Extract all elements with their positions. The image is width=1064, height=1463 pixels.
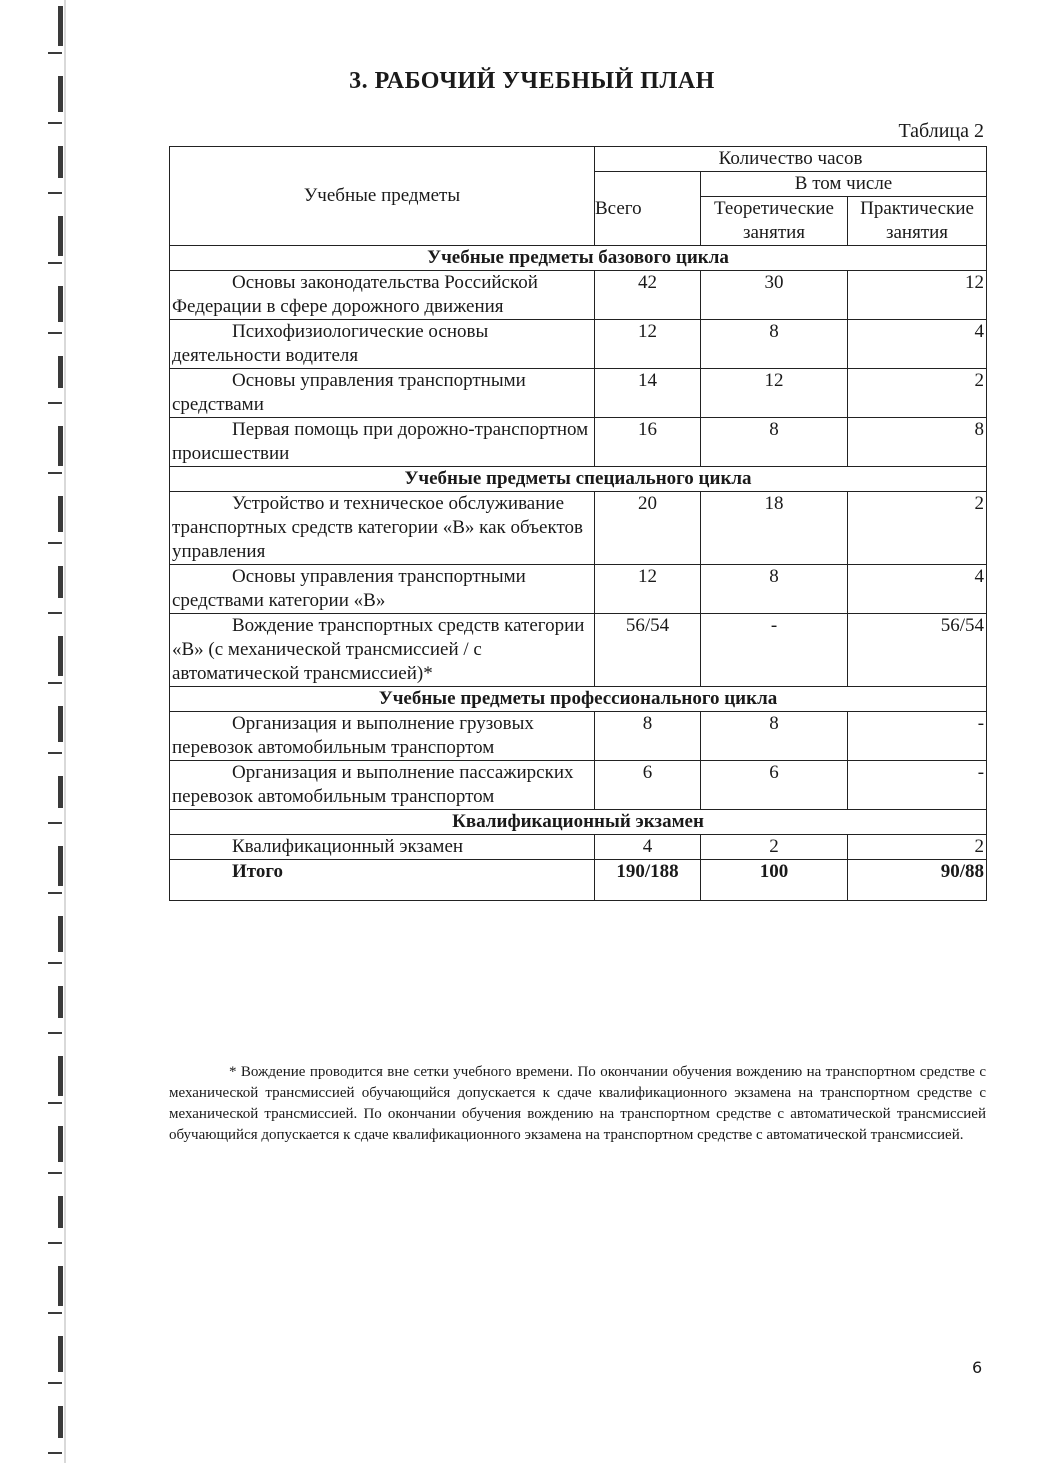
binding-hole-mark bbox=[58, 356, 63, 388]
binding-tick-mark bbox=[48, 192, 62, 194]
section-header-row bbox=[170, 810, 987, 835]
binding-tick-mark bbox=[48, 682, 62, 684]
binding-holes bbox=[0, 0, 75, 1463]
practice-hours-cell: 2 bbox=[848, 835, 987, 860]
binding-hole-mark bbox=[58, 1406, 63, 1438]
table-row bbox=[170, 565, 987, 614]
curriculum-table bbox=[169, 146, 987, 901]
table-row bbox=[170, 369, 987, 418]
table-row bbox=[170, 614, 987, 687]
binding-tick-mark bbox=[48, 1382, 62, 1384]
section-header-row bbox=[170, 246, 987, 271]
subject-cell: Психофизиологические основы деятельности водителя bbox=[170, 320, 595, 369]
binding-hole-mark bbox=[58, 916, 63, 952]
theory-hours-cell: 8 bbox=[701, 320, 848, 369]
binding-tick-mark bbox=[48, 1452, 62, 1454]
theory-hours-cell: 12 bbox=[701, 369, 848, 418]
practice-hours-cell: 4 bbox=[848, 320, 987, 369]
total-hours-cell: 56/54 bbox=[595, 614, 701, 687]
header-including: В том числе bbox=[701, 172, 987, 197]
subject-cell: Первая помощь при дорожно-транспортном происшествии bbox=[170, 418, 595, 467]
table-row bbox=[170, 271, 987, 320]
header-theory: Теоретические занятия bbox=[701, 197, 848, 246]
table-row bbox=[170, 835, 987, 860]
table-body bbox=[170, 246, 987, 860]
binding-tick-mark bbox=[48, 1312, 62, 1314]
page-title: 3. РАБОЧИЙ УЧЕБНЫЙ ПЛАН bbox=[349, 68, 715, 94]
theory-hours-cell: 30 bbox=[701, 271, 848, 320]
practice-hours-cell: - bbox=[848, 761, 987, 810]
theory-hours-cell: 18 bbox=[701, 492, 848, 565]
subject-cell: Основы законодательства Российской Федерации в сфере дорожного движения bbox=[170, 271, 595, 320]
section-header-row bbox=[170, 687, 987, 712]
binding-tick-mark bbox=[48, 52, 62, 54]
binding-tick-mark bbox=[48, 262, 62, 264]
total-hours-cell: 14 bbox=[595, 369, 701, 418]
totals-theory: 100 bbox=[701, 860, 848, 901]
theory-hours-cell: 6 bbox=[701, 761, 848, 810]
binding-hole-mark bbox=[58, 496, 63, 532]
practice-hours-cell: 2 bbox=[848, 492, 987, 565]
totals-total: 190/188 bbox=[595, 860, 701, 901]
subject-cell: Организация и выполнение пассажирских перевозок автомобильным транспортом bbox=[170, 761, 595, 810]
practice-hours-cell: 56/54 bbox=[848, 614, 987, 687]
subject-cell: Организация и выполнение грузовых перевозок автомобильным транспортом bbox=[170, 712, 595, 761]
totals-row bbox=[170, 860, 987, 901]
header-hours: Количество часов bbox=[595, 147, 987, 172]
binding-tick-mark bbox=[48, 1242, 62, 1244]
binding-tick-mark bbox=[48, 892, 62, 894]
binding-tick-mark bbox=[48, 1172, 62, 1174]
totals-label: Итого bbox=[170, 860, 595, 901]
binding-hole-mark bbox=[58, 1196, 63, 1228]
subject-cell: Вождение транспортных средств категории «В» (с механической трансмиссией / с автоматической трансмиссией)* bbox=[170, 614, 595, 687]
practice-hours-cell: - bbox=[848, 712, 987, 761]
binding-hole-mark bbox=[58, 776, 63, 808]
header-practice: Практические занятия bbox=[848, 197, 987, 246]
theory-hours-cell: 8 bbox=[701, 418, 848, 467]
table-row bbox=[170, 712, 987, 761]
total-hours-cell: 8 bbox=[595, 712, 701, 761]
subject-cell: Квалификационный экзамен bbox=[170, 835, 595, 860]
binding-tick-mark bbox=[48, 332, 62, 334]
binding-tick-mark bbox=[48, 402, 62, 404]
section-title: Учебные предметы базового цикла bbox=[170, 246, 987, 271]
subject-cell: Основы управления транспортными средствами категории «В» bbox=[170, 565, 595, 614]
practice-hours-cell: 8 bbox=[848, 418, 987, 467]
binding-tick-mark bbox=[48, 472, 62, 474]
binding-tick-mark bbox=[48, 542, 62, 544]
page-number: 6 bbox=[972, 1358, 983, 1377]
practice-hours-cell: 4 bbox=[848, 565, 987, 614]
subject-cell: Основы управления транспортными средствами bbox=[170, 369, 595, 418]
binding-tick-mark bbox=[48, 1102, 62, 1104]
theory-hours-cell: 2 bbox=[701, 835, 848, 860]
total-hours-cell: 16 bbox=[595, 418, 701, 467]
binding-hole-mark bbox=[58, 1266, 63, 1306]
header-row-1 bbox=[170, 147, 987, 172]
binding-hole-mark bbox=[58, 216, 63, 256]
header-total: Всего bbox=[595, 172, 701, 246]
binding-hole-mark bbox=[58, 706, 63, 742]
section-title: Учебные предметы специального цикла bbox=[170, 467, 987, 492]
binding-tick-mark bbox=[48, 822, 62, 824]
table-caption: Таблица 2 bbox=[898, 120, 984, 142]
binding-tick-mark bbox=[48, 752, 62, 754]
binding-hole-mark bbox=[58, 426, 63, 466]
total-hours-cell: 4 bbox=[595, 835, 701, 860]
section-title: Учебные предметы профессионального цикла bbox=[170, 687, 987, 712]
total-hours-cell: 6 bbox=[595, 761, 701, 810]
binding-hole-mark bbox=[58, 1126, 63, 1162]
binding-tick-mark bbox=[48, 962, 62, 964]
binding-hole-mark bbox=[58, 636, 63, 676]
binding-hole-mark bbox=[58, 566, 63, 598]
subject-cell: Устройство и техническое обслуживание транспортных средств категории «В» как объектов управления bbox=[170, 492, 595, 565]
table-row bbox=[170, 320, 987, 369]
binding-tick-mark bbox=[48, 122, 62, 124]
practice-hours-cell: 12 bbox=[848, 271, 987, 320]
binding-tick-mark bbox=[48, 1032, 62, 1034]
binding-hole-mark bbox=[58, 146, 63, 178]
total-hours-cell: 12 bbox=[595, 320, 701, 369]
table-row bbox=[170, 492, 987, 565]
footnote: * Вождение проводится вне сетки учебного времени. По окончании обучения вождению на транспортном средстве с механической трансмиссией обучающийся допускается к сдаче квалификационного экзамена на транспортном средстве с механической трансмиссией. По окончании обучения вождению на транспортном средстве с автоматической трансмиссией обучающийся допускается к сдаче квалификационного экзамена на транспортном средстве с автоматической трансмиссией. bbox=[169, 1064, 986, 1143]
section-header-row bbox=[170, 467, 987, 492]
binding-hole-mark bbox=[58, 286, 63, 322]
practice-hours-cell: 2 bbox=[848, 369, 987, 418]
binding-holes-graphic bbox=[0, 0, 75, 1463]
binding-hole-mark bbox=[58, 1056, 63, 1096]
theory-hours-cell: 8 bbox=[701, 712, 848, 761]
header-subjects: Учебные предметы bbox=[170, 147, 595, 246]
total-hours-cell: 12 bbox=[595, 565, 701, 614]
theory-hours-cell: - bbox=[701, 614, 848, 687]
total-hours-cell: 20 bbox=[595, 492, 701, 565]
theory-hours-cell: 8 bbox=[701, 565, 848, 614]
section-title: Квалификационный экзамен bbox=[170, 810, 987, 835]
binding-hole-mark bbox=[58, 6, 63, 46]
binding-hole-mark bbox=[58, 846, 63, 886]
table-row bbox=[170, 761, 987, 810]
binding-hole-mark bbox=[58, 986, 63, 1018]
binding-hole-mark bbox=[58, 1336, 63, 1372]
binding-tick-mark bbox=[48, 612, 62, 614]
total-hours-cell: 42 bbox=[595, 271, 701, 320]
table-row bbox=[170, 418, 987, 467]
totals-practice: 90/88 bbox=[848, 860, 987, 901]
